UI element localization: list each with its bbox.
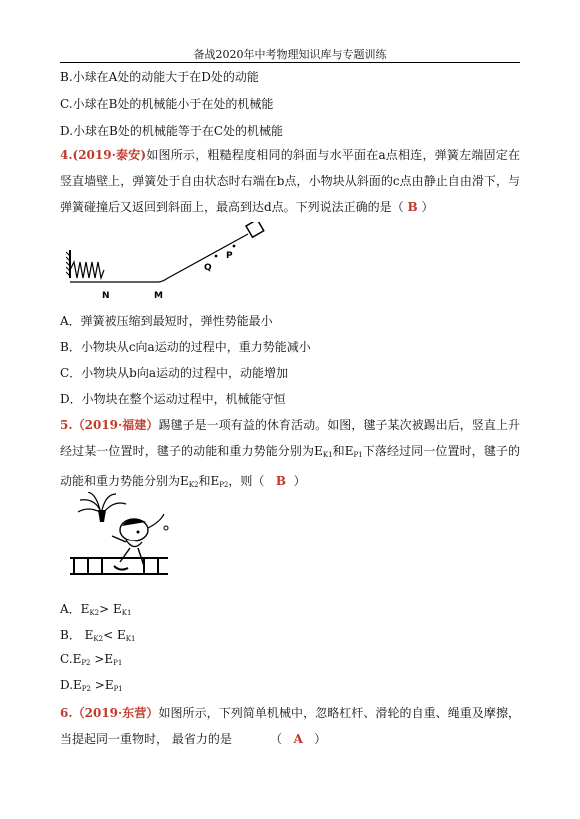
prev-option-d: D.小球在B处的机械能等于在C处的机械能	[60, 124, 284, 138]
label-m: M	[154, 291, 163, 301]
option-a-sub2: K1	[121, 609, 132, 617]
question-4-option-d: D．小物块在整个运动过程中，机械能守恒	[60, 392, 286, 406]
question-4-close: ）	[421, 200, 434, 214]
question-5-text-3: 下落经过同一位置时，毽子的动能和重力势能分别为E	[60, 444, 520, 488]
question-5-number: 5.（2019·福建）	[60, 418, 159, 432]
option-b-sub1: K2	[93, 635, 104, 643]
prev-option-b: B.小球在A处的动能大于在D处的动能	[60, 70, 259, 84]
question-5-option-a	[60, 600, 131, 617]
option-a-main: A．E	[60, 602, 90, 616]
question-5-text-4: 和E	[198, 474, 220, 488]
option-c-sub2: P1	[113, 659, 123, 667]
question-4-option-b: B．小物块从c向a运动的过程中，重力势能减小	[60, 340, 311, 354]
question-4-option-c: C．小物块从b向a运动的过程中，动能增加	[60, 366, 289, 380]
question-6-number: 6.（2019·东营）	[60, 706, 159, 720]
question-6	[60, 700, 520, 752]
question-6-answer: A	[293, 732, 303, 746]
question-4-option-a: A．弹簧被压缩到最短时，弹性势能最小	[60, 314, 273, 328]
question-5-answer: B	[275, 474, 287, 488]
label-n: N	[102, 291, 110, 301]
option-d-sub1: P2	[81, 685, 91, 693]
question-5-text-2: 和E	[332, 444, 354, 458]
question-4	[60, 142, 520, 220]
question-5-close: ）	[293, 474, 306, 488]
option-c-sub1: P2	[81, 659, 91, 667]
sub-p1: P1	[353, 451, 363, 459]
spring-shape	[70, 262, 104, 278]
question-4-number: 4.(2019·泰安)	[60, 148, 147, 162]
question-5	[60, 412, 520, 498]
question-4-text: 如图所示，粗糙程度相同的斜面与水平面在a点相连，弹簧左端固定在竖直墙壁上，弹簧处于自由状态时右端在b点，小物块从斜面的c点由静止自由滑下，与弹簧碰撞后又返回到斜面上，最高到达d点。下列说法正确的是（	[60, 148, 520, 214]
question-6-open: （	[269, 732, 282, 746]
question-5-text-5: ，则（	[228, 474, 265, 488]
sub-p2: P2	[219, 481, 229, 489]
shuttlecock-kick-figure	[64, 492, 174, 582]
sub-k2: K2	[188, 481, 199, 489]
option-b-sub2: K1	[125, 635, 136, 643]
label-q: Q	[204, 263, 212, 273]
question-5-text-1: 踢毽子是一项有益的休育活动。如图，毽子某次被踢出后，竖直上升经过某一位置时，毽子的动能和重力势能分别为E	[60, 418, 520, 458]
option-d-mid: >E	[90, 678, 114, 692]
label-p: P	[226, 251, 233, 261]
question-5-option-b	[60, 626, 135, 643]
option-c-main: C.E	[60, 652, 82, 666]
question-5-option-c	[60, 652, 122, 667]
question-5-option-d	[60, 678, 123, 693]
option-d-sub2: P1	[113, 685, 123, 693]
sub-k1: K1	[322, 451, 333, 459]
option-d-main: D.E	[60, 678, 82, 692]
option-c-mid: >E	[90, 652, 114, 666]
question-6-close: ）	[314, 732, 327, 746]
prev-option-c: C.小球在B处的机械能小于在处的机械能	[60, 97, 274, 111]
incline-spring-figure	[66, 222, 266, 304]
question-6-text: 如图所示，下列简单机械中，忽略杠杆、滑轮的自重、绳重及摩擦，当提起同一重物时， 最省力的是	[60, 706, 520, 746]
header-rule	[60, 62, 520, 63]
question-4-answer: B	[407, 200, 418, 214]
option-b-mid: < E	[103, 628, 126, 642]
page-header: 备战2020年中考物理知识库与专题训练	[193, 48, 387, 61]
option-b-main: B． E	[60, 628, 94, 642]
option-a-mid: > E	[99, 602, 122, 616]
option-a-sub1: K2	[89, 609, 100, 617]
block-shape	[246, 222, 264, 237]
